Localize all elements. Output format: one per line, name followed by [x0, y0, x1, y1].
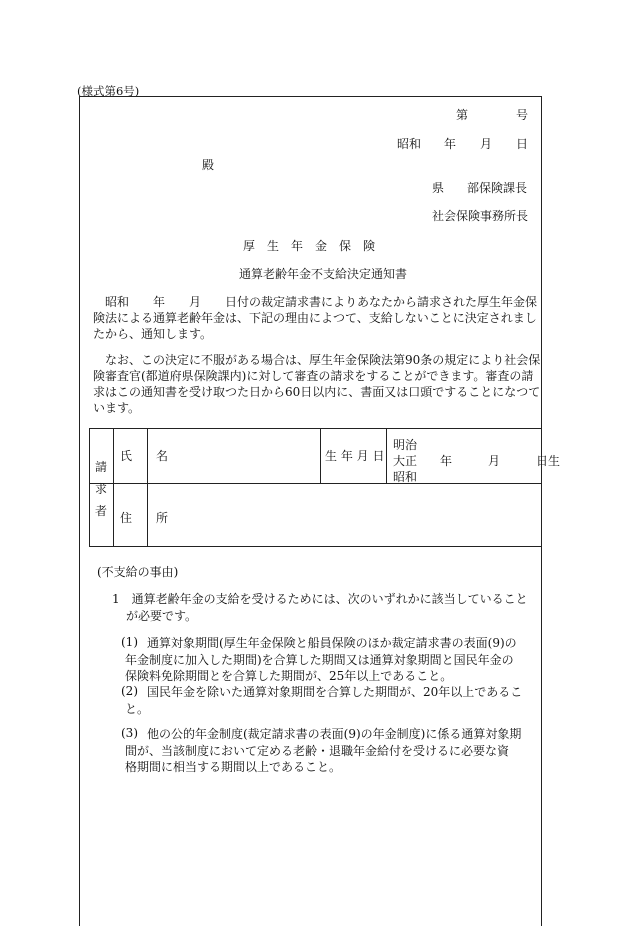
paragraph-line: 昭和 年 月 日付の裁定請求書によりあなたから請求された厚生年金保 [93, 295, 538, 309]
era-option-showa: 昭和 [393, 470, 418, 484]
sender-division: 部保険課長 [467, 181, 528, 195]
table-birth-left [320, 428, 321, 484]
claimant-label-char: 請 [95, 460, 108, 474]
notice-title: 通算老齢年金不支給決定通知書 [239, 267, 408, 281]
program-title: 厚 生 年 金 保 険 [243, 239, 376, 253]
reason-line: 1 通算老齢年金の支給を受けるためには、次のいずれかに該当していること [112, 592, 528, 606]
doc-number-dai: 第 [456, 108, 469, 122]
date-month: 月 [480, 137, 493, 151]
reason-sub-2 [125, 684, 542, 717]
reasons-heading: (不支給の事由) [97, 565, 179, 579]
reason-line: 年金制度に加入した期間)を合算した期間又は通算対象期間と国民年金の [125, 652, 514, 667]
reason-line: 通算対象期間(厚生年金保険と船員保険のほか裁定請求書の表面(9)の [147, 636, 517, 650]
form-number: (様式第6号) [77, 84, 140, 98]
reason-sub-3 [125, 726, 542, 776]
reason-line: が必要です。 [126, 608, 198, 623]
table-birth-right [386, 428, 387, 484]
doc-number-go: 号 [516, 108, 529, 122]
paragraph-line: 険法による通算老齢年金は、下記の理由によつて、支給しないことに決定されまし [93, 311, 537, 325]
claimant-label-char: 求 [95, 482, 108, 496]
address-label: 住 所 [120, 511, 169, 525]
sub-item-number: (2) [121, 684, 138, 698]
date-day: 日 [516, 137, 529, 151]
address-value[interactable] [148, 485, 540, 545]
reason-line: 格期間に相当する期間以上であること。 [125, 760, 342, 774]
birth-ymd: 年 月 日生 [440, 454, 561, 468]
sender-prefecture: 県 [432, 181, 445, 195]
addressee-dono: 殿 [202, 158, 215, 172]
reason-sub-1 [125, 635, 542, 685]
paragraph-line: 険審査官(都道府県保険課内)に対して審査の請求をすることができます。審査の請 [93, 369, 534, 383]
paragraph-line: たから、通知します。 [93, 327, 213, 341]
reason-line: 国民年金を除いた通算対象期間を合算した期間が、20年以上であるこ [147, 685, 523, 699]
date-era: 昭和 [397, 137, 422, 151]
reason-line: 保険料免除期間とを合算した期間が、25年以上であること。 [125, 669, 453, 683]
paragraph-appeal [93, 352, 543, 416]
paragraph-line: います。 [93, 401, 141, 415]
date-year: 年 [444, 137, 457, 151]
sub-item-number: (3) [121, 726, 138, 740]
paragraph-line: なお、この決定に不服がある場合は、厚生年金保険法第90条の規定により社会保 [93, 353, 541, 367]
reason-line: と。 [125, 701, 150, 716]
sub-item-number: (1) [121, 635, 138, 649]
paragraph-line: 求はこの通知書を受け取つた日から60日以内に、書面又は口頭ですることになつて [93, 385, 541, 399]
birth-date-label: 生 年 月 日 [325, 449, 385, 463]
table-label-divider [113, 428, 114, 547]
reason-line: 間が、当該制度において定める老齢・退職年金給付を受けるに必要な資 [125, 743, 510, 758]
sender-office: 社会保険事務所長 [432, 209, 529, 223]
table-border-left [89, 428, 90, 547]
era-option-meiji: 明治 [393, 438, 418, 452]
name-value[interactable] [148, 430, 319, 482]
reason-item-1 [112, 591, 542, 624]
era-option-taisho: 大正 [393, 454, 418, 468]
table-border-bottom [89, 546, 542, 547]
paragraph-decision [93, 294, 543, 342]
reason-line: 他の公的年金制度(裁定請求書の表面(9)の年金制度)に係る通算対象期 [147, 727, 522, 741]
claimant-label-char: 者 [95, 504, 108, 518]
table-border-right [541, 428, 542, 547]
table-row-divider [89, 483, 542, 484]
table-border-top [89, 428, 542, 429]
name-label: 氏 名 [120, 449, 169, 463]
